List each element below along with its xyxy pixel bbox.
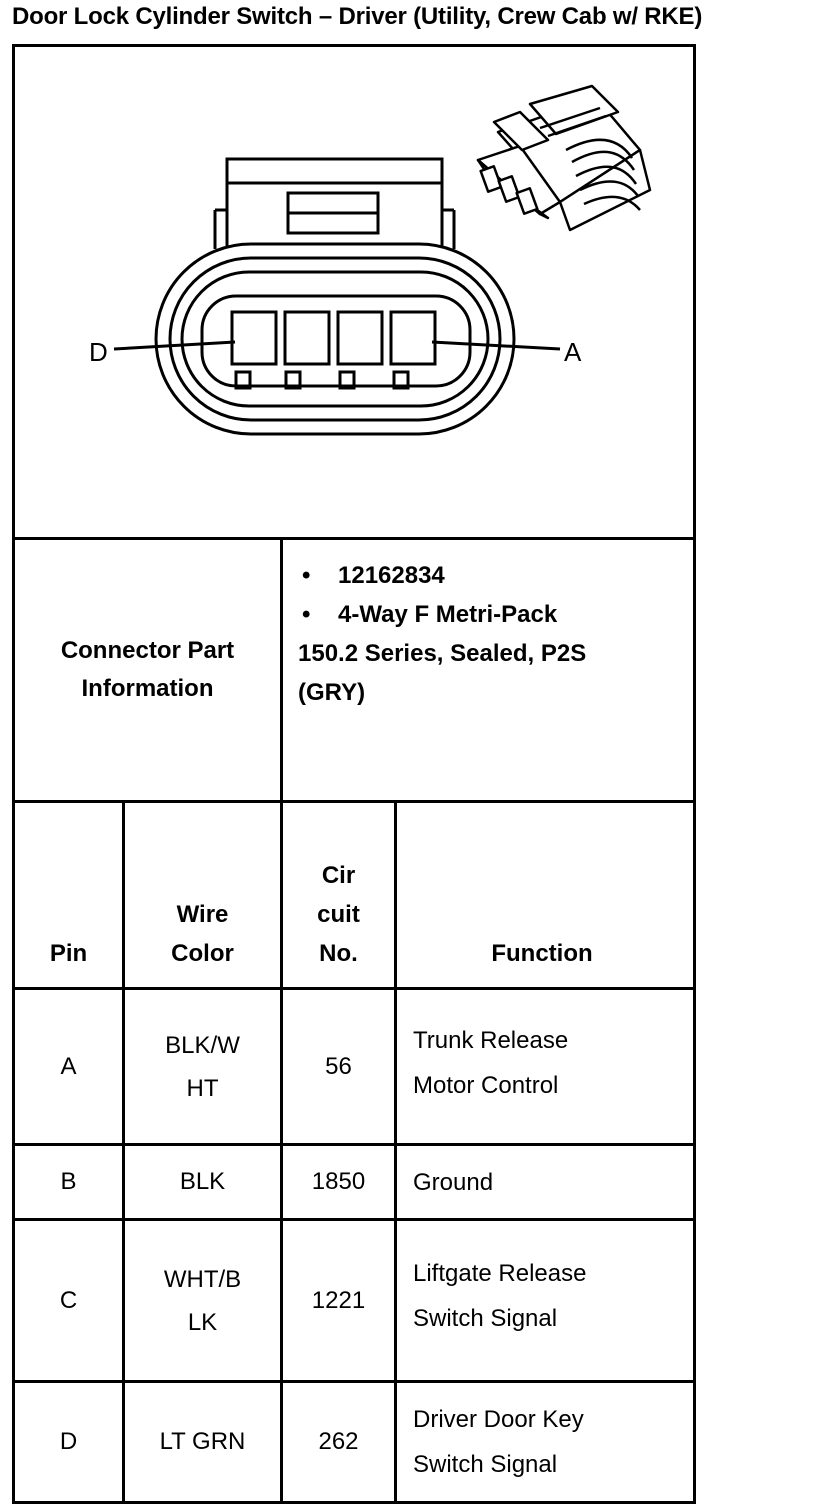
- row-c-pin: C: [59, 1286, 78, 1314]
- row-c-circuit: 1221: [311, 1286, 366, 1314]
- row-d-function: [397, 1383, 687, 1501]
- header-pin: [15, 803, 122, 973]
- page-title: Door Lock Cylinder Switch – Driver (Utility, Crew Cab w/ RKE): [12, 3, 703, 30]
- row-c-wire-line2: LK: [187, 1308, 218, 1336]
- connector-part-info-value: [298, 556, 688, 712]
- row-b-pin: B: [60, 1168, 77, 1195]
- row-a-wire-line1: BLK/W: [165, 1031, 240, 1059]
- row-d-pin: D: [59, 1428, 78, 1455]
- pin-label-a: A: [564, 337, 582, 367]
- part-number: 12162834: [338, 562, 445, 589]
- row-b-function: [397, 1146, 687, 1218]
- row-d-function-line2: Switch Signal: [413, 1451, 558, 1478]
- row-b-circuit: 1850: [311, 1168, 366, 1195]
- header-pin-text: Pin: [49, 940, 88, 967]
- row-b-function-line1: Ground: [413, 1168, 494, 1196]
- row-c-wire-line1: WHT/B: [163, 1265, 242, 1293]
- row-a-wire-color: [125, 990, 280, 1143]
- row-c-function-line1: Liftgate Release: [413, 1260, 587, 1287]
- row-a-wire-line2: HT: [186, 1074, 219, 1102]
- header-wire-color: [125, 803, 280, 973]
- row-a-function-line2: Motor Control: [413, 1071, 559, 1099]
- header-function-text: Function: [491, 940, 593, 967]
- header-circ-line3: No.: [319, 940, 358, 967]
- header-function: [397, 803, 687, 973]
- connector-part-info-label-line2: Information: [81, 675, 214, 702]
- part-desc-line2: 150.2 Series, Sealed, P2S: [298, 640, 587, 667]
- bullet-icon: •: [302, 562, 311, 589]
- row-d-wire-color: LT GRN: [159, 1428, 246, 1455]
- connector-part-info-label-line1: Connector Part: [60, 637, 235, 664]
- row-c-wire-color: [125, 1221, 280, 1380]
- part-desc-line: [298, 595, 688, 634]
- row-d-circuit: 262: [318, 1428, 359, 1455]
- connector-diagram: [0, 0, 832, 540]
- bullet-icon: •: [302, 601, 311, 628]
- connector-part-info-label: [15, 540, 280, 800]
- part-number-line: [298, 556, 688, 595]
- row-b-wire-color: BLK: [179, 1168, 226, 1195]
- row-a-function: [397, 990, 687, 1135]
- connector-face-icon: [114, 159, 560, 434]
- header-circ-line2: cuit: [317, 901, 360, 928]
- header-circ-line1: Cir: [321, 862, 356, 889]
- row-d-function-line1: Driver Door Key: [413, 1406, 584, 1433]
- row-c-function-line2: Switch Signal: [413, 1305, 558, 1332]
- row-a-function-line1: Trunk Release: [413, 1026, 569, 1054]
- header-circuit-no: [283, 803, 394, 973]
- row-c-function: [397, 1221, 687, 1371]
- divider-info-col: [280, 537, 283, 803]
- connector-iso-icon: [478, 86, 650, 230]
- part-desc-line3: (GRY): [298, 679, 366, 706]
- row-a-circuit: 56: [325, 1052, 352, 1080]
- part-desc-line1: 4-Way F Metri-Pack: [338, 601, 558, 628]
- header-wire-line2: Color: [171, 940, 234, 967]
- row-a-pin: A: [60, 1052, 77, 1080]
- header-wire-line1: Wire: [176, 901, 229, 928]
- pin-label-d: D: [89, 337, 108, 367]
